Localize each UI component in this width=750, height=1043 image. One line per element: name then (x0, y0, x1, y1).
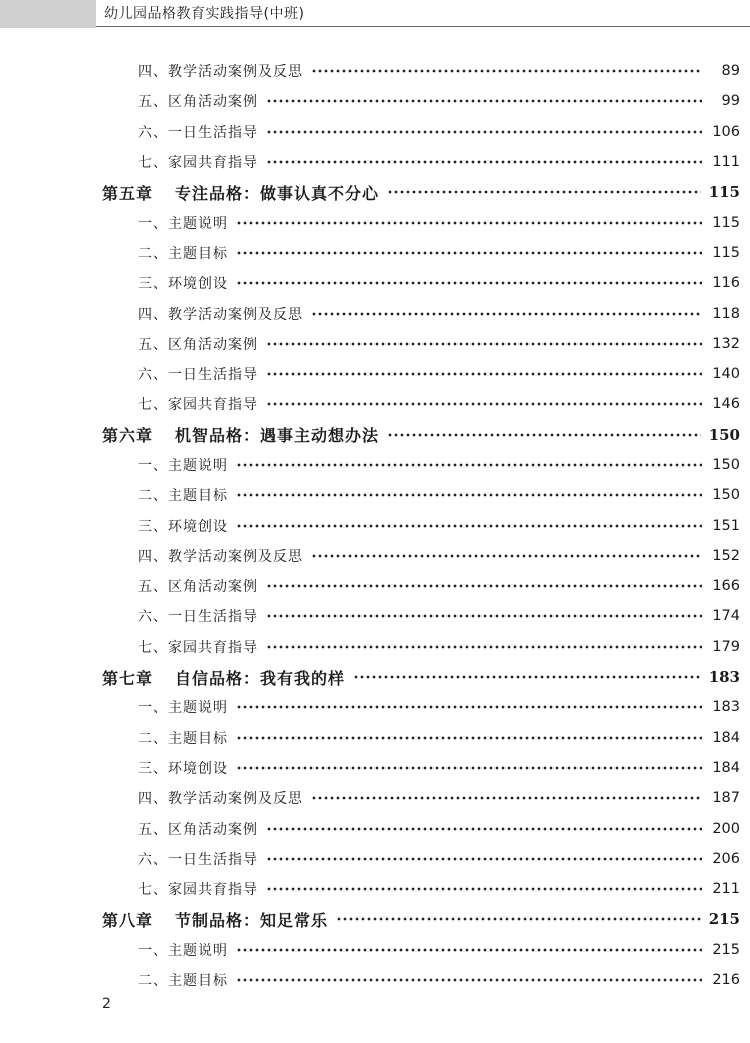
toc-section-row (0, 753, 750, 783)
page-number: 2 (102, 996, 111, 1012)
section-title: 二、主题目标 (138, 245, 228, 262)
toc-section-row (0, 844, 750, 874)
section-title: 七、家园共育指导 (138, 397, 258, 414)
toc-section-row (0, 359, 750, 389)
dot-leader (336, 911, 701, 927)
toc-section-row (0, 874, 750, 904)
toc-section-row (0, 632, 750, 662)
page-ref: 174 (712, 608, 740, 625)
chapter-title (102, 666, 345, 689)
dot-leader (266, 336, 702, 352)
toc-section-row (0, 450, 750, 480)
toc-section-row (0, 56, 750, 86)
page-ref: 183 (708, 668, 740, 687)
page-ref: 106 (712, 123, 740, 140)
toc-section-row (0, 541, 750, 571)
dot-leader (266, 366, 702, 382)
dot-leader (236, 942, 702, 958)
toc-section-row (0, 298, 750, 328)
section-title: 一、主题说明 (138, 700, 228, 717)
page-ref: 115 (712, 244, 740, 261)
toc-section-row (0, 480, 750, 510)
section-title: 一、主题说明 (138, 458, 228, 474)
chapter-label: 专注品格：做事认真不分心 (175, 183, 380, 203)
toc-section-row (0, 238, 750, 268)
section-title: 四、教学活动案例及反思 (138, 306, 303, 323)
page-ref: 115 (708, 183, 740, 202)
chapter-number: 第八章 (102, 910, 154, 930)
section-title: 五、区角活动案例 (138, 94, 258, 111)
section-title: 七、家园共育指导 (138, 155, 258, 172)
section-title: 五、区角活动案例 (138, 579, 258, 596)
section-title: 六、一日生活指导 (138, 851, 258, 868)
section-title: 七、家园共育指导 (138, 639, 258, 656)
toc-section-row (0, 935, 750, 965)
dot-leader (353, 669, 701, 685)
section-title: 四、教学活动案例及反思 (138, 548, 303, 565)
page-ref: 215 (712, 941, 740, 958)
dot-leader (266, 396, 702, 412)
page-ref: 200 (712, 820, 740, 837)
dot-leader (266, 881, 702, 897)
page-ref: 118 (712, 305, 740, 322)
section-title: 四、教学活动案例及反思 (138, 64, 303, 81)
page-ref: 166 (712, 578, 740, 595)
toc-chapter-row (0, 177, 750, 207)
header-grey-block (0, 0, 96, 28)
dot-leader (266, 639, 702, 655)
chapter-title (102, 908, 328, 931)
dot-leader (387, 184, 701, 200)
section-title: 六、一日生活指导 (138, 609, 258, 626)
chapter-title (102, 423, 379, 446)
dot-leader (266, 608, 702, 624)
page-ref: 184 (712, 759, 740, 776)
toc-chapter-row (0, 420, 750, 450)
dot-leader (236, 487, 702, 503)
dot-leader (311, 548, 702, 564)
dot-leader (236, 699, 702, 715)
running-title: 幼儿园品格教育实践指导(中班) (104, 6, 305, 22)
chapter-number: 第五章 (102, 183, 154, 203)
dot-leader (266, 154, 702, 170)
page-ref: 150 (708, 425, 740, 444)
section-title: 六、一日生活指导 (138, 124, 258, 141)
toc-chapter-row (0, 904, 750, 934)
toc-section-row (0, 207, 750, 237)
dot-leader (387, 427, 701, 443)
dot-leader (236, 972, 702, 988)
dot-leader (266, 93, 702, 109)
page-header (0, 0, 750, 28)
section-title: 三、环境创设 (138, 518, 228, 535)
toc-chapter-row (0, 662, 750, 692)
page-ref: 206 (712, 850, 740, 867)
toc-section-row (0, 117, 750, 147)
dot-leader (311, 63, 702, 79)
dot-leader (236, 730, 702, 746)
dot-leader (266, 821, 702, 837)
chapter-number: 第六章 (102, 426, 154, 446)
dot-leader (236, 275, 702, 291)
dot-leader (236, 518, 702, 534)
toc-section-row (0, 147, 750, 177)
page-ref: 115 (712, 214, 740, 231)
dot-leader (236, 245, 702, 261)
page-ref: 116 (712, 275, 740, 292)
section-title: 三、环境创设 (138, 276, 228, 293)
section-title: 一、主题说明 (138, 215, 228, 232)
page-ref: 140 (712, 366, 740, 383)
section-title: 二、主题目标 (138, 973, 228, 990)
dot-leader (236, 457, 702, 473)
toc-section-row (0, 268, 750, 298)
toc-section-row (0, 510, 750, 540)
dot-leader (266, 124, 702, 140)
toc-section-row (0, 783, 750, 813)
section-title: 二、主题目标 (138, 488, 228, 505)
dot-leader (266, 578, 702, 594)
page-ref: 215 (708, 910, 740, 929)
chapter-number: 第七章 (102, 668, 154, 688)
dot-leader (311, 306, 702, 322)
dot-leader (236, 760, 702, 776)
section-title: 六、一日生活指导 (138, 367, 258, 384)
toc-section-row (0, 723, 750, 753)
section-title: 七、家园共育指导 (138, 882, 258, 899)
page-ref: 150 (712, 487, 740, 504)
page-ref: 152 (712, 547, 740, 564)
toc-section-row (0, 813, 750, 843)
toc-section-row (0, 965, 750, 995)
toc-section-row (0, 571, 750, 601)
page-ref: 184 (712, 729, 740, 746)
toc-section-row (0, 389, 750, 419)
page-ref: 111 (712, 154, 740, 171)
dot-leader (236, 215, 702, 231)
page-ref: 179 (712, 638, 740, 655)
section-title: 一、主题说明 (138, 942, 228, 959)
page-ref: 187 (712, 790, 740, 807)
toc-section-row (0, 692, 750, 722)
section-title: 五、区角活动案例 (138, 821, 258, 838)
page-ref: 146 (712, 396, 740, 413)
page-ref: 132 (712, 335, 740, 352)
page-ref: 216 (712, 972, 740, 989)
chapter-label: 自信品格：我有我的样 (175, 668, 346, 688)
page-ref: 150 (712, 457, 740, 473)
dot-leader (311, 790, 702, 806)
chapter-label: 节制品格：知足常乐 (175, 910, 329, 930)
toc-section-row (0, 86, 750, 116)
page-ref: 183 (712, 699, 740, 716)
page-ref: 151 (712, 517, 740, 534)
chapter-title (102, 181, 379, 204)
section-title: 四、教学活动案例及反思 (138, 791, 303, 808)
page-ref: 99 (721, 93, 740, 110)
section-title: 三、环境创设 (138, 760, 228, 777)
section-title: 二、主题目标 (138, 730, 228, 747)
toc-section-row (0, 601, 750, 631)
chapter-label: 机智品格：遇事主动想办法 (175, 426, 380, 446)
page-ref: 211 (712, 881, 740, 898)
page-ref: 89 (721, 63, 740, 80)
header-rule (96, 26, 750, 27)
section-title: 五、区角活动案例 (138, 336, 258, 353)
table-of-contents (0, 56, 750, 995)
dot-leader (266, 851, 702, 867)
toc-section-row (0, 329, 750, 359)
